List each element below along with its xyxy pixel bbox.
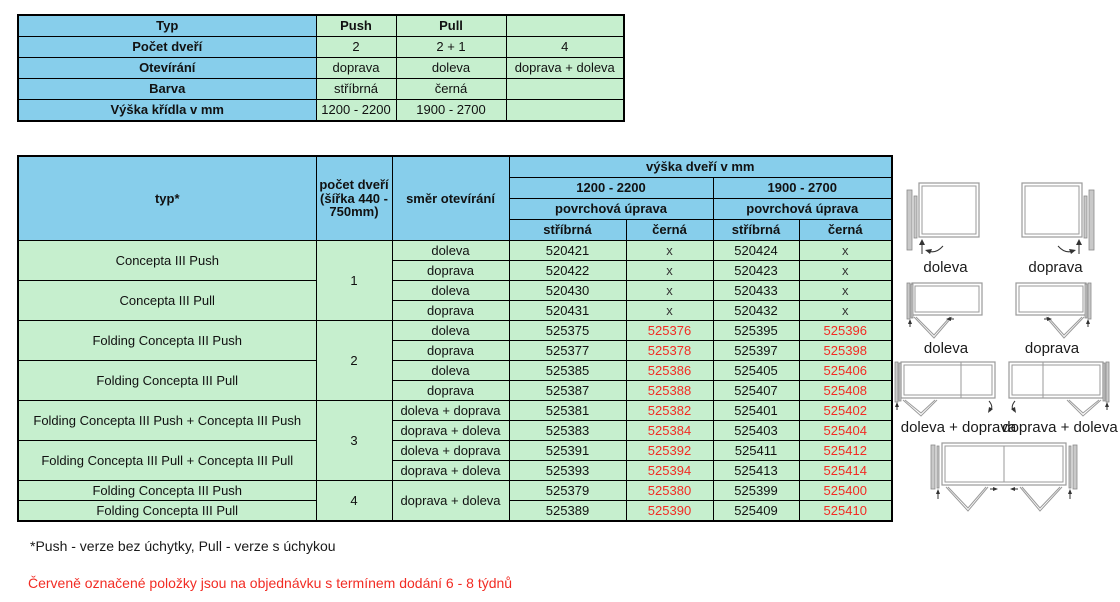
- diagram-folding-plus-door-right: [1003, 360, 1111, 423]
- code-cell: 525409: [713, 501, 799, 522]
- code-cell: 520422: [509, 261, 626, 281]
- code-cell: x: [626, 241, 713, 261]
- code-cell: 525395: [713, 321, 799, 341]
- col-header-vyska: výška dveří v mm: [509, 156, 892, 178]
- type-cell: Folding Concepta III Pull: [18, 501, 316, 522]
- code-cell-red: 525396: [799, 321, 892, 341]
- header-row: [18, 156, 892, 178]
- code-cell-red: 525388: [626, 381, 713, 401]
- code-cell: 525399: [713, 481, 799, 501]
- direction-cell: doleva: [392, 281, 509, 301]
- folding-doleva-doprava-icon: [893, 360, 1001, 418]
- code-cell-red: 525410: [799, 501, 892, 522]
- direction-cell: doleva: [392, 321, 509, 341]
- cell-vyska-1: 1200 - 2200: [316, 100, 396, 122]
- cell-barva-2: černá: [396, 79, 506, 100]
- code-cell-red: 525408: [799, 381, 892, 401]
- cell-pocet-3: 4: [506, 37, 624, 58]
- cell-otevirani-1: doprava: [316, 58, 396, 79]
- diagram-single-door-right: [1013, 180, 1098, 263]
- code-cell: x: [626, 301, 713, 321]
- diagram-label: doleva + doprava: [900, 419, 1017, 436]
- code-cell: 525389: [509, 501, 626, 522]
- code-cell: 520430: [509, 281, 626, 301]
- code-cell: x: [626, 281, 713, 301]
- direction-cell: doprava + doleva: [392, 481, 509, 522]
- table-row: [18, 100, 624, 122]
- direction-cell: doprava: [392, 301, 509, 321]
- code-cell: 525383: [509, 421, 626, 441]
- code-cell-red: 525378: [626, 341, 713, 361]
- direction-cell: doprava: [392, 341, 509, 361]
- table-row: [18, 401, 892, 421]
- count-cell: 4: [316, 481, 392, 522]
- code-cell: 520431: [509, 301, 626, 321]
- code-cell: x: [799, 261, 892, 281]
- code-cell: 520432: [713, 301, 799, 321]
- table-row: [18, 361, 892, 381]
- code-cell-red: 525414: [799, 461, 892, 481]
- table-row: [18, 321, 892, 341]
- direction-cell: doleva: [392, 361, 509, 381]
- type-cell: Concepta III Push: [18, 241, 316, 281]
- code-cell: 525407: [713, 381, 799, 401]
- code-cell: 525391: [509, 441, 626, 461]
- type-cell: Folding Concepta III Push: [18, 321, 316, 361]
- col-header-range-1900-2700: 1900 - 2700: [713, 178, 892, 199]
- col-header-silver-1: stříbrná: [509, 220, 626, 241]
- direction-cell: doleva: [392, 241, 509, 261]
- cell-barva-empty: [506, 79, 624, 100]
- col-header-smer: směr otevírání: [392, 156, 509, 241]
- cell-pocet-2: 2 + 1: [396, 37, 506, 58]
- count-cell: 1: [316, 241, 392, 321]
- cell-otevirani-3: doprava + doleva: [506, 58, 624, 79]
- row-label-pocet-dveri: Počet dveří: [18, 37, 316, 58]
- code-cell: x: [799, 301, 892, 321]
- code-cell: 525385: [509, 361, 626, 381]
- row-label-typ: Typ: [18, 15, 316, 37]
- count-cell: 3: [316, 401, 392, 481]
- code-cell-red: 525402: [799, 401, 892, 421]
- code-cell: 525413: [713, 461, 799, 481]
- col-header-black-1: černá: [626, 220, 713, 241]
- direction-cell: doprava: [392, 381, 509, 401]
- diagram-label: doprava + doleva: [1002, 419, 1118, 436]
- table-row: [18, 481, 892, 501]
- product-table: [17, 155, 893, 522]
- cabinet-doleva-icon: [903, 180, 988, 258]
- table-row: [18, 241, 892, 261]
- col-header-range-1200-2200: 1200 - 2200: [509, 178, 713, 199]
- code-cell-red: 525394: [626, 461, 713, 481]
- diagram-double-folding: [928, 441, 1080, 520]
- col-header-silver-2: stříbrná: [713, 220, 799, 241]
- row-label-otevirani: Otevírání: [18, 58, 316, 79]
- code-cell: 520421: [509, 241, 626, 261]
- row-label-vyska: Výška křídla v mm: [18, 100, 316, 122]
- code-cell: 525375: [509, 321, 626, 341]
- cabinet-doprava-icon: [1013, 180, 1098, 258]
- diagram-label: doprava: [1024, 340, 1080, 357]
- diagram-label: doleva: [923, 259, 968, 276]
- cell-typ-pull: Pull: [396, 15, 506, 37]
- footnote-red-items: Červeně označené položky jsou na objednávku s termínem dodání 6 - 8 týdnů: [28, 575, 513, 591]
- code-cell-red: 525380: [626, 481, 713, 501]
- cell-barva-1: stříbrná: [316, 79, 396, 100]
- type-cell: Folding Concepta III Push: [18, 481, 316, 501]
- code-cell: 525381: [509, 401, 626, 421]
- direction-cell: doleva + doprava: [392, 441, 509, 461]
- diagram-folding-plus-door-left: [893, 360, 1001, 423]
- code-cell-red: 525404: [799, 421, 892, 441]
- type-cell: Concepta III Pull: [18, 281, 316, 321]
- cell-vyska-empty: [506, 100, 624, 122]
- row-label-barva: Barva: [18, 79, 316, 100]
- code-cell: 525403: [713, 421, 799, 441]
- cell-typ-empty: [506, 15, 624, 37]
- code-cell-red: 525382: [626, 401, 713, 421]
- summary-table: [17, 14, 625, 122]
- type-cell: Folding Concepta III Push + Concepta III Push: [18, 401, 316, 441]
- code-cell-red: 525390: [626, 501, 713, 522]
- direction-cell: doprava + doleva: [392, 461, 509, 481]
- code-cell-red: 525384: [626, 421, 713, 441]
- diagram-single-door-left: [903, 180, 988, 263]
- folding-doleva-icon: [906, 281, 986, 341]
- col-header-pocet: počet dveří (šířka 440 - 750mm): [316, 156, 392, 241]
- cell-typ-push: Push: [316, 15, 396, 37]
- code-cell: 525401: [713, 401, 799, 421]
- code-cell-red: 525406: [799, 361, 892, 381]
- table-row: [18, 37, 624, 58]
- footnote-push-pull: *Push - verze bez úchytky, Pull - verze s úchykou: [30, 538, 336, 554]
- diagram-folding-right: [1012, 281, 1092, 346]
- code-cell: x: [799, 281, 892, 301]
- folding-doprava-icon: [1012, 281, 1092, 341]
- type-cell: Folding Concepta III Pull: [18, 361, 316, 401]
- table-row: [18, 281, 892, 301]
- code-cell: 520424: [713, 241, 799, 261]
- direction-cell: doprava + doleva: [392, 421, 509, 441]
- table-row: [18, 441, 892, 461]
- direction-cell: doprava: [392, 261, 509, 281]
- code-cell: 525387: [509, 381, 626, 401]
- code-cell-red: 525400: [799, 481, 892, 501]
- code-cell: x: [626, 261, 713, 281]
- code-cell-red: 525386: [626, 361, 713, 381]
- diagram-folding-left: [906, 281, 986, 346]
- code-cell-red: 525376: [626, 321, 713, 341]
- code-cell: x: [799, 241, 892, 261]
- code-cell: 525393: [509, 461, 626, 481]
- cell-vyska-2: 1900 - 2700: [396, 100, 506, 122]
- count-cell: 2: [316, 321, 392, 401]
- code-cell: 525405: [713, 361, 799, 381]
- cell-pocet-1: 2: [316, 37, 396, 58]
- table-row: [18, 15, 624, 37]
- diagram-label: doprava: [1028, 259, 1083, 276]
- code-cell: 520433: [713, 281, 799, 301]
- code-cell: 525379: [509, 481, 626, 501]
- col-header-black-2: černá: [799, 220, 892, 241]
- table-row: [18, 58, 624, 79]
- col-header-povrch-2: povrchová úprava: [713, 199, 892, 220]
- table-row: [18, 79, 624, 100]
- col-header-typ: typ*: [18, 156, 316, 241]
- double-folding-icon: [928, 441, 1080, 515]
- code-cell: 525411: [713, 441, 799, 461]
- code-cell-red: 525392: [626, 441, 713, 461]
- code-cell: 525397: [713, 341, 799, 361]
- code-cell: 520423: [713, 261, 799, 281]
- code-cell: 525377: [509, 341, 626, 361]
- diagram-label: doleva: [923, 340, 969, 357]
- type-cell: Folding Concepta III Pull + Concepta III Pull: [18, 441, 316, 481]
- code-cell-red: 525412: [799, 441, 892, 461]
- code-cell-red: 525398: [799, 341, 892, 361]
- direction-cell: doleva + doprava: [392, 401, 509, 421]
- cell-otevirani-2: doleva: [396, 58, 506, 79]
- folding-doprava-doleva-icon: [1003, 360, 1111, 418]
- col-header-povrch-1: povrchová úprava: [509, 199, 713, 220]
